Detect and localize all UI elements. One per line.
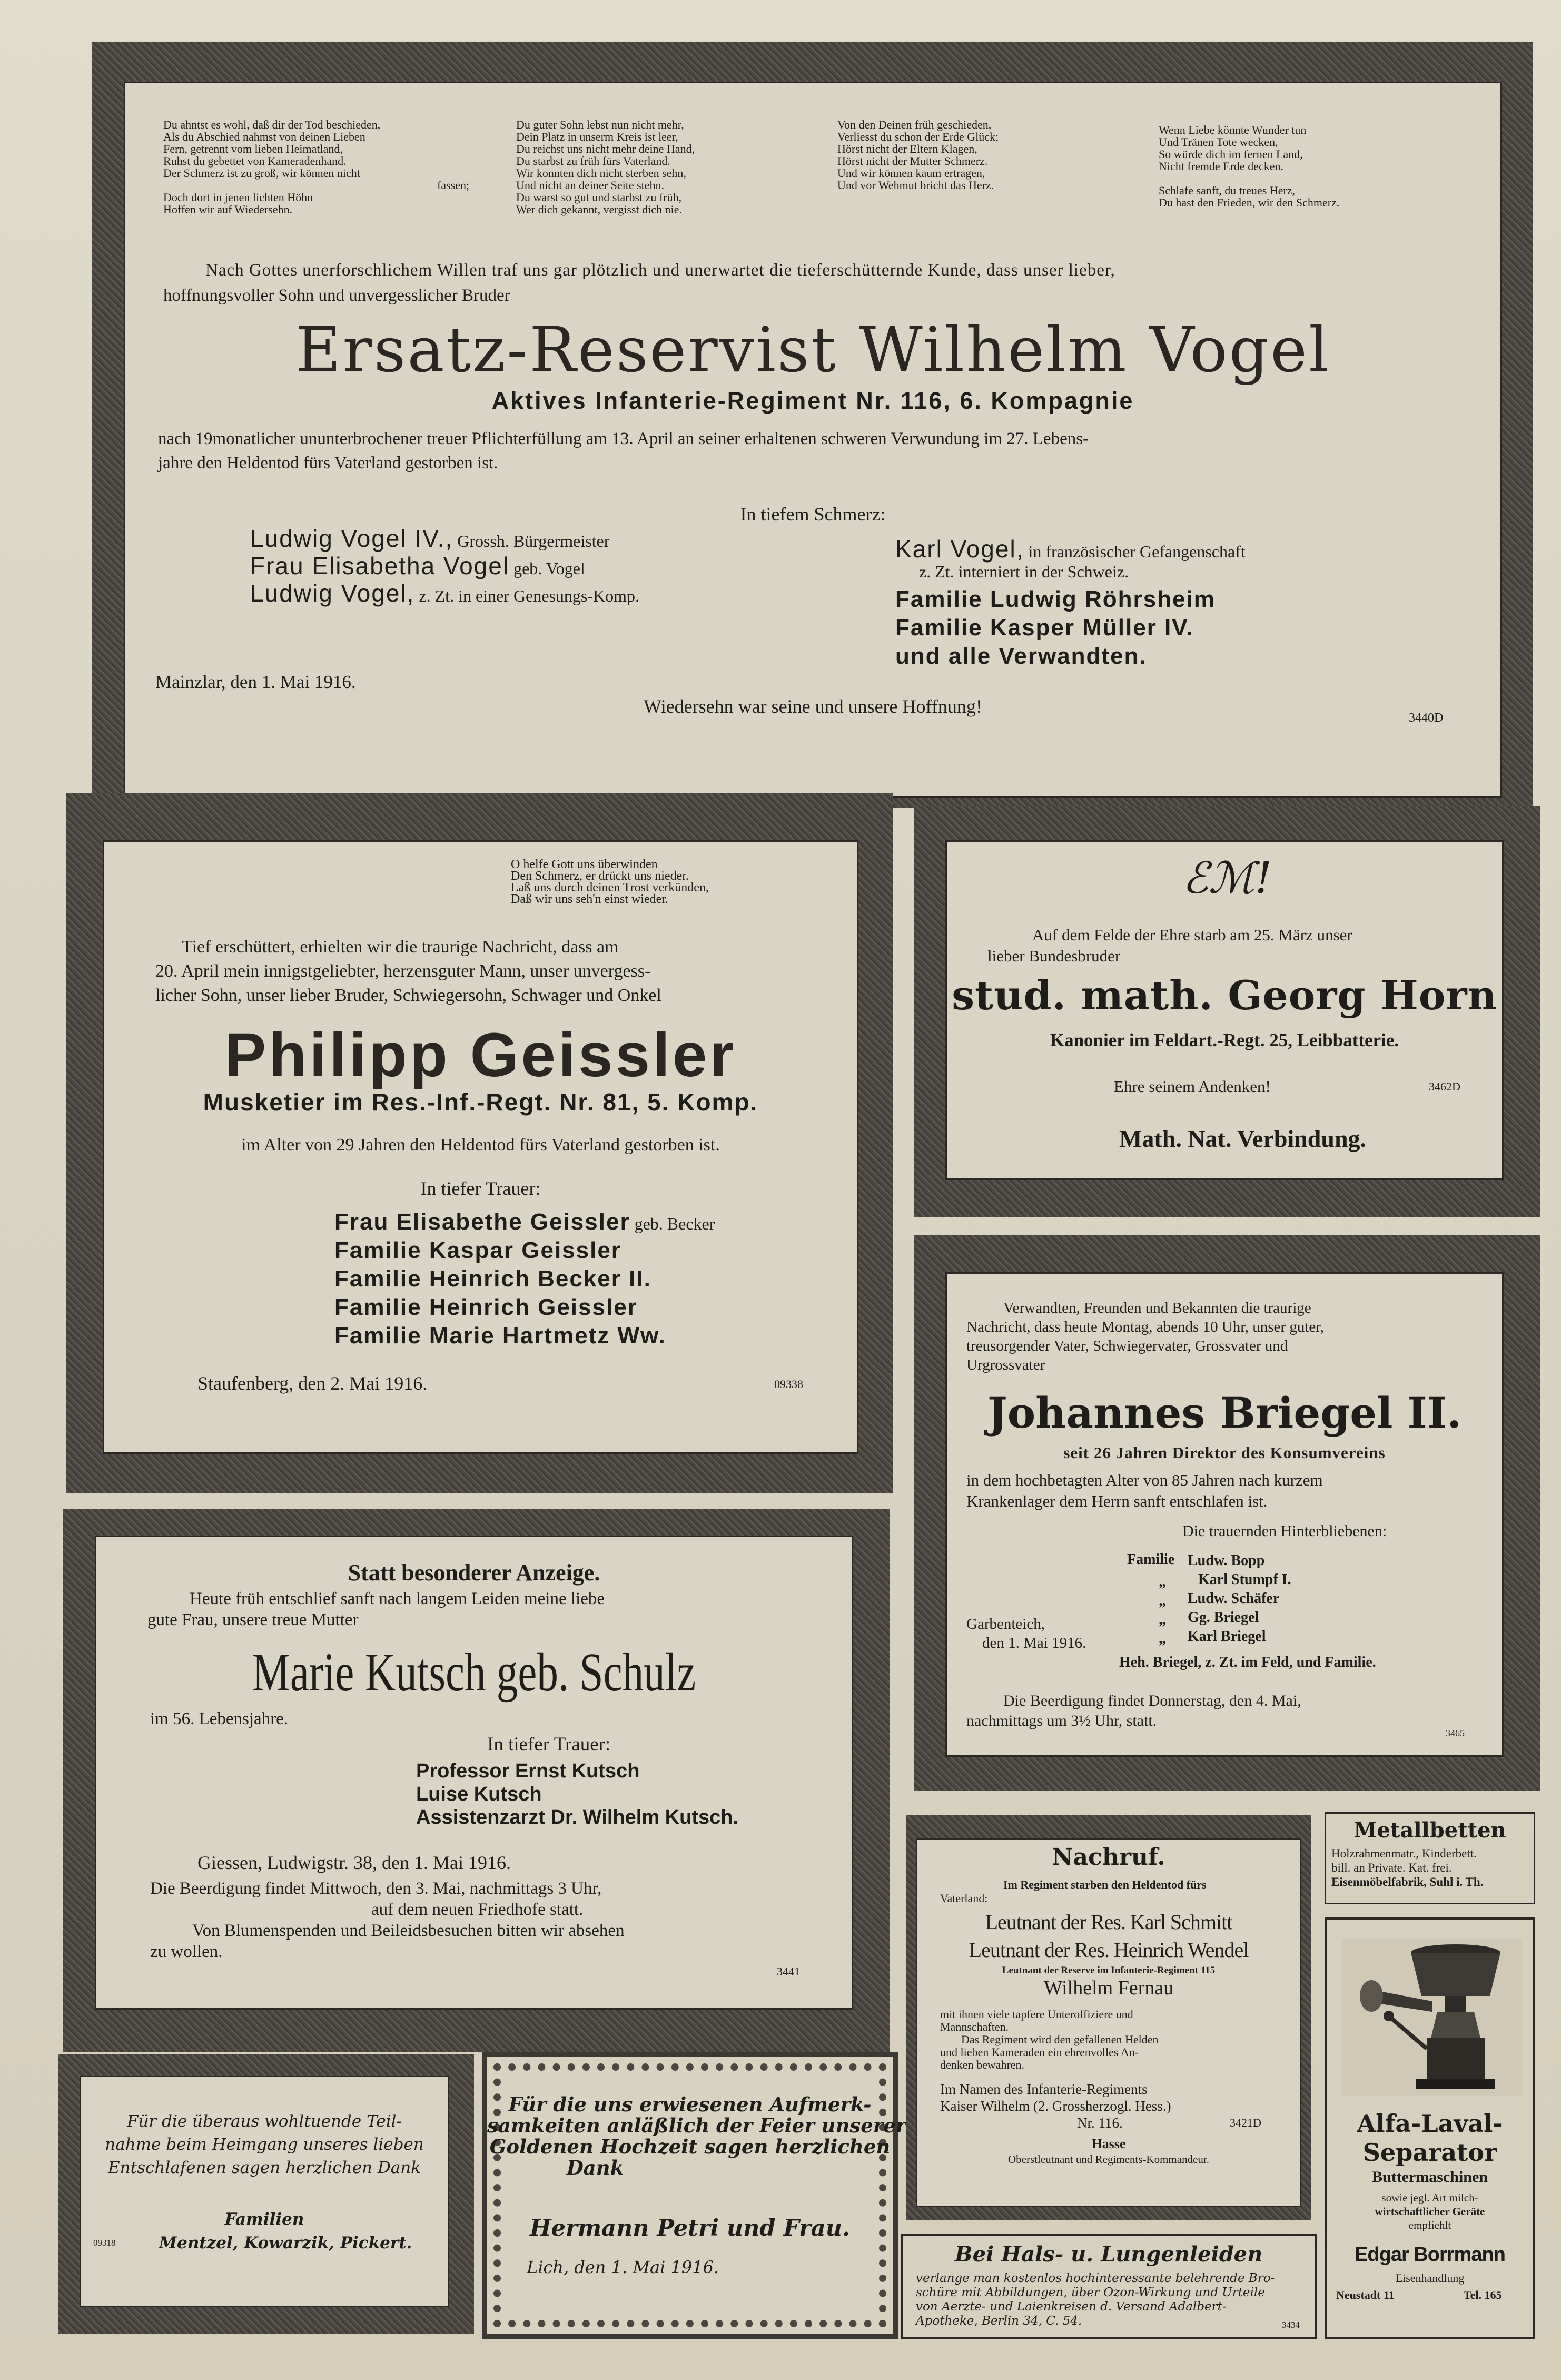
briegel-content [945, 1272, 1504, 1757]
kutsch-code: 3441 [777, 1965, 800, 1978]
alfa-head-2: Separator [1362, 2138, 1497, 2167]
horn-content [945, 840, 1504, 1180]
nachruf-code: 3421D [1230, 2116, 1261, 2129]
lunge-head: Bei Hals- u. Lungenleiden [954, 2242, 1263, 2267]
briegel-code: 3465 [1446, 1728, 1465, 1738]
kutsch-place: Giessen, Ludwigstr. 38, den 1. Mai 1916. [197, 1852, 511, 1873]
briegel-name: Johannes Briegel II. [987, 1388, 1462, 1438]
geissler-intro: Tief erschüttert, erhielten wir die traurige Nachricht, dass am 20. April mein innigstgeliebter, herzensguter Mann, unser unvergess- licher Sohn, unser lieber Bruder, Schwiegersohn, Schwager und Onkel [155, 937, 661, 1005]
petri-name: Hermann Petri und Frau. [530, 2215, 850, 2241]
vogel-mourners-left: Ludwig Vogel IV., Grossh. Bürgermeister Frau Elisabetha Vogel geb. Vogel Ludwig Vogel, z. Zt. in einer Genesungs-Komp. [250, 525, 640, 607]
alfa-sub: Buttermaschinen [1372, 2168, 1488, 2186]
briegel-text: in dem hochbetagten Alter von 85 Jahren nach kurzem Krankenlager dem Herrn sanft entschlafen ist. [966, 1471, 1323, 1510]
geissler-age: im Alter von 29 Jahren den Heldentod fürs Vaterland gestorben ist. [241, 1135, 720, 1155]
separator-illustration [1342, 1938, 1522, 2096]
geissler-mourning: In tiefer Trauer: [420, 1178, 541, 1199]
geissler-content [103, 840, 858, 1454]
vogel-poem-1: Du ahntst es wohl, daß dir der Tod beschieden, Als du Abschied nahmst von deinen Lieben Fern, getrennt vom lieben Heimatland, Ruhst du gebettet von Kameradenhand. Der Schmerz ist zu groß, wir können nicht fassen; Doch dort in jenen lichten Höhn Hoffen wir auf Wiedersehn. [163, 118, 470, 216]
vogel-mourning: In tiefem Schmerz: [740, 504, 886, 525]
nachruf-regiment: Im Namen des Infanterie-Regiments Kaiser Wilhelm (2. Grossherzogl. Hess.) Nr. 116. [940, 2081, 1171, 2131]
briegel-burial: Die Beerdigung findet Donnerstag, den 4. Mai, nachmittags um 3½ Uhr, statt. [966, 1692, 1301, 1729]
kutsch-intro: Heute früh entschlief sanft nach langem Leiden meine liebe gute Frau, unsere treue Mutter [147, 1589, 605, 1629]
alfa-text: sowie jegl. Art milch- wirtschaftlicher Geräte empfiehlt [1375, 2191, 1485, 2231]
horn-honor: Ehre seinem Andenken! [1114, 1077, 1271, 1096]
alfa-laval-ad [1325, 1917, 1535, 2339]
geissler-place: Staufenberg, den 2. Mai 1916. [197, 1373, 428, 1394]
vogel-intro-2: hoffnungsvoller Sohn und unvergesslicher Bruder [163, 286, 510, 305]
briegel-last: Heh. Briegel, z. Zt. im Feld, und Familie. [1119, 1654, 1376, 1670]
geissler-unit: Musketier im Res.-Inf.-Regt. Nr. 81, 5. Komp. [203, 1088, 758, 1116]
vogel-name: Ersatz-Reservist Wilhelm Vogel [295, 313, 1330, 386]
alfa-shop: Eisenhandlung [1395, 2271, 1465, 2285]
vogel-poem-3: Von den Deinen früh geschieden, Verliesst du schon der Erde Glück; Hörst nicht der Eltern Klagen, Hörst nicht der Mutter Schmerz. Und wir können kaum ertragen, Und vor Wehmut bricht das Herz. [837, 118, 999, 192]
alfa-address: Neustadt 11 [1336, 2288, 1395, 2302]
petri-place: Lich, den 1. Mai 1916. [527, 2257, 719, 2277]
nachruf-signature: Hasse [1091, 2136, 1126, 2151]
dank-names: Mentzel, Kowarzik, Pickert. [159, 2234, 412, 2253]
vogel-place: Mainzlar, den 1. Mai 1916. [155, 672, 356, 692]
briegel-familie: Familie [1127, 1551, 1175, 1568]
vogel-mourners-right: Karl Vogel, in französischer Gefangenschaft z. Zt. interniert in der Schweiz. Familie Ludwig Röhrsheim Familie Kasper Müller IV. und alle Verwandten. [895, 535, 1246, 669]
vogel-intro-1: Nach Gottes unerforschlichem Willen traf uns gar plötzlich und unerwartet die tieferschütternde Kunde, dass unser lieber, [205, 261, 1115, 280]
dank-families: Familien [224, 2210, 304, 2229]
briegel-dittos: „ „ „ „ [1159, 1573, 1166, 1647]
vogel-text-2: jahre den Heldentod fürs Vaterland gestorben ist. [158, 454, 498, 473]
nachruf-name-3: Leutnant der Reserve im Infanterie-Regiment 115 [1002, 1965, 1216, 1976]
kutsch-mourners: Professor Ernst Kutsch Luise Kutsch Assistenzarzt Dr. Wilhelm Kutsch. [416, 1760, 739, 1828]
metallbetten-text: Holzrahmenmatr., Kinderbett. bill. an Private. Kat. frei. Eisenmöbelfabrik, Suhl i. Th. [1331, 1847, 1484, 1889]
vogel-poem-4: Wenn Liebe könnte Wunder tun Und Tränen Tote wecken, So würde dich im fernen Land, Nicht fremde Erde decken. Schlafe sanft, du treues Herz, Du hast den Frieden, wir den Schmerz. [1159, 123, 1340, 209]
kutsch-burial: Die Beerdigung findet Mittwoch, den 3. Mai, nachmittags 3 Uhr, auf dem neuen Friedhofe statt. Von Blumenspenden und Beileidsbesuchen bitten wir absehen zu wollen. [150, 1879, 625, 1961]
briegel-intro: Verwandten, Freunden und Bekannten die traurige Nachricht, dass heute Montag, abends 10 Uhr, unser guter, treusorgender Vater, Schwiegervater, Grossvater und Urgrossvater [966, 1300, 1324, 1373]
lunge-code: 3434 [1282, 2320, 1300, 2330]
alfa-name: Edgar Borrmann [1355, 2244, 1505, 2266]
briegel-place: Garbenteich, den 1. Mai 1916. [966, 1616, 1086, 1651]
kutsch-head: Statt besonderer Anzeige. [348, 1560, 600, 1586]
briegel-mourning: Die trauernden Hinterbliebenen: [1182, 1522, 1387, 1540]
geissler-name: Philipp Geissler [224, 1020, 737, 1090]
kutsch-mourning: In tiefer Trauer: [487, 1734, 611, 1755]
petri-notice [482, 2052, 906, 2339]
vogel-poem-2: Du guter Sohn lebst nun nicht mehr, Dein Platz in unserm Kreis ist leer, Du reichst uns nicht mehr deine Hand, Du starbst zu früh fürs Vaterland. Wir konnten dich nicht sterben sehn, Und nicht an deiner Seite stehn. Du warst so gut und starbst zu früh, Wer dich gekannt, vergisst dich nie. [516, 118, 695, 216]
vogel-closing: Wiedersehn war seine und unsere Hoffnung! [644, 696, 982, 717]
nachruf-signature-title: Oberstleutnant und Regiments-Kommandeur. [1007, 2153, 1209, 2166]
nachruf-text: mit ihnen viele tapfere Unteroffiziere und Mannschaften. Das Regiment wird den gefallenen Helden und lieben Kameraden ein ehrenvolles An- denken bewahren. [940, 2008, 1159, 2071]
vogel-content [124, 82, 1502, 798]
geissler-code: 09338 [774, 1378, 803, 1391]
metallbetten-ad [1325, 1812, 1535, 1904]
kutsch-name: Marie Kutsch geb. Schulz [252, 1642, 696, 1703]
horn-name: stud. math. Georg Horn [952, 972, 1497, 1019]
lunge-ad [901, 2234, 1317, 2339]
briegel-members: Ludw. Bopp Karl Stumpf I. Ludw. Schäfer Gg. Briegel Karl Briegel [1188, 1552, 1291, 1645]
geissler-mourners: Frau Elisabethe Geissler geb. Becker Familie Kaspar Geissler Familie Heinrich Becker II. Familie Heinrich Geissler Familie Marie Hartmetz Ww. [334, 1209, 715, 1349]
nachruf-name-4: Wilhelm Fernau [1043, 1977, 1174, 1999]
geissler-poem: O helfe Gott uns überwinden Den Schmerz, er drückt uns nieder. Laß uns durch deinen Trost verkünden, Daß wir uns seh'n einst wieder. [511, 858, 709, 906]
dank-text: Für die überaus wohltuende Teil- nahme beim Heimgang unseres lieben Entschlafenen sagen herzlichen Dank [105, 2112, 424, 2177]
kutsch-age: im 56. Lebensjahre. [150, 1709, 289, 1728]
horn-intro: Auf dem Felde der Ehre starb am 25. März unser lieber Bundesbruder [987, 926, 1352, 965]
nachruf-name-2: Leutnant der Res. Heinrich Wendel [969, 1938, 1249, 1962]
lunge-text: verlange man kostenlos hochinteressante belehrende Bro- schüre mit Abbildungen, über Ozon-Wirkung und Urteile von Aerzte- und Laienkreisen d. Versand Adalbert- Apotheke, Berlin 34, C. 54. [916, 2271, 1275, 2328]
alfa-head-1: Alfa-Laval- [1357, 2109, 1503, 2138]
dank-content [80, 2076, 449, 2307]
vogel-text-1: nach 19monatlicher ununterbrochener treuer Pflichterfüllung am 13. April an seiner erhaltenen schweren Verwundung im 27. Lebens- [158, 429, 1089, 448]
nachruf-name-1: Leutnant der Res. Karl Schmitt [985, 1910, 1232, 1934]
nachruf-content [916, 1838, 1301, 2207]
briegel-sub: seit 26 Jahren Direktor des Konsumvereins [1063, 1443, 1386, 1462]
horn-symbol: ℰℳ! [1182, 853, 1272, 903]
nachruf-intro: Im Regiment starben den Heldentod fürs Vaterland: [940, 1878, 1207, 1905]
vogel-code: 3440D [1409, 711, 1444, 725]
vogel-unit: Aktives Infanterie-Regiment Nr. 116, 6. Kompagnie [491, 387, 1134, 414]
metallbetten-head: Metallbetten [1353, 1818, 1506, 1843]
horn-signature: Math. Nat. Verbindung. [1119, 1125, 1367, 1152]
kutsch-content [95, 1536, 853, 2010]
alfa-phone: Tel. 165 [1464, 2288, 1502, 2302]
nachruf-head: Nachruf. [1052, 1844, 1165, 1871]
dank-code: 09318 [93, 2238, 116, 2248]
horn-code: 3462D [1429, 1080, 1460, 1093]
horn-unit: Kanonier im Feldart.-Regt. 25, Leibbatterie. [1050, 1030, 1399, 1050]
petri-text: Für die uns erwiesenen Aufmerk- samkeiten anläßlich der Feier unserer Goldenen Hochzeit sagen herzlichen Dank [487, 2093, 906, 2179]
